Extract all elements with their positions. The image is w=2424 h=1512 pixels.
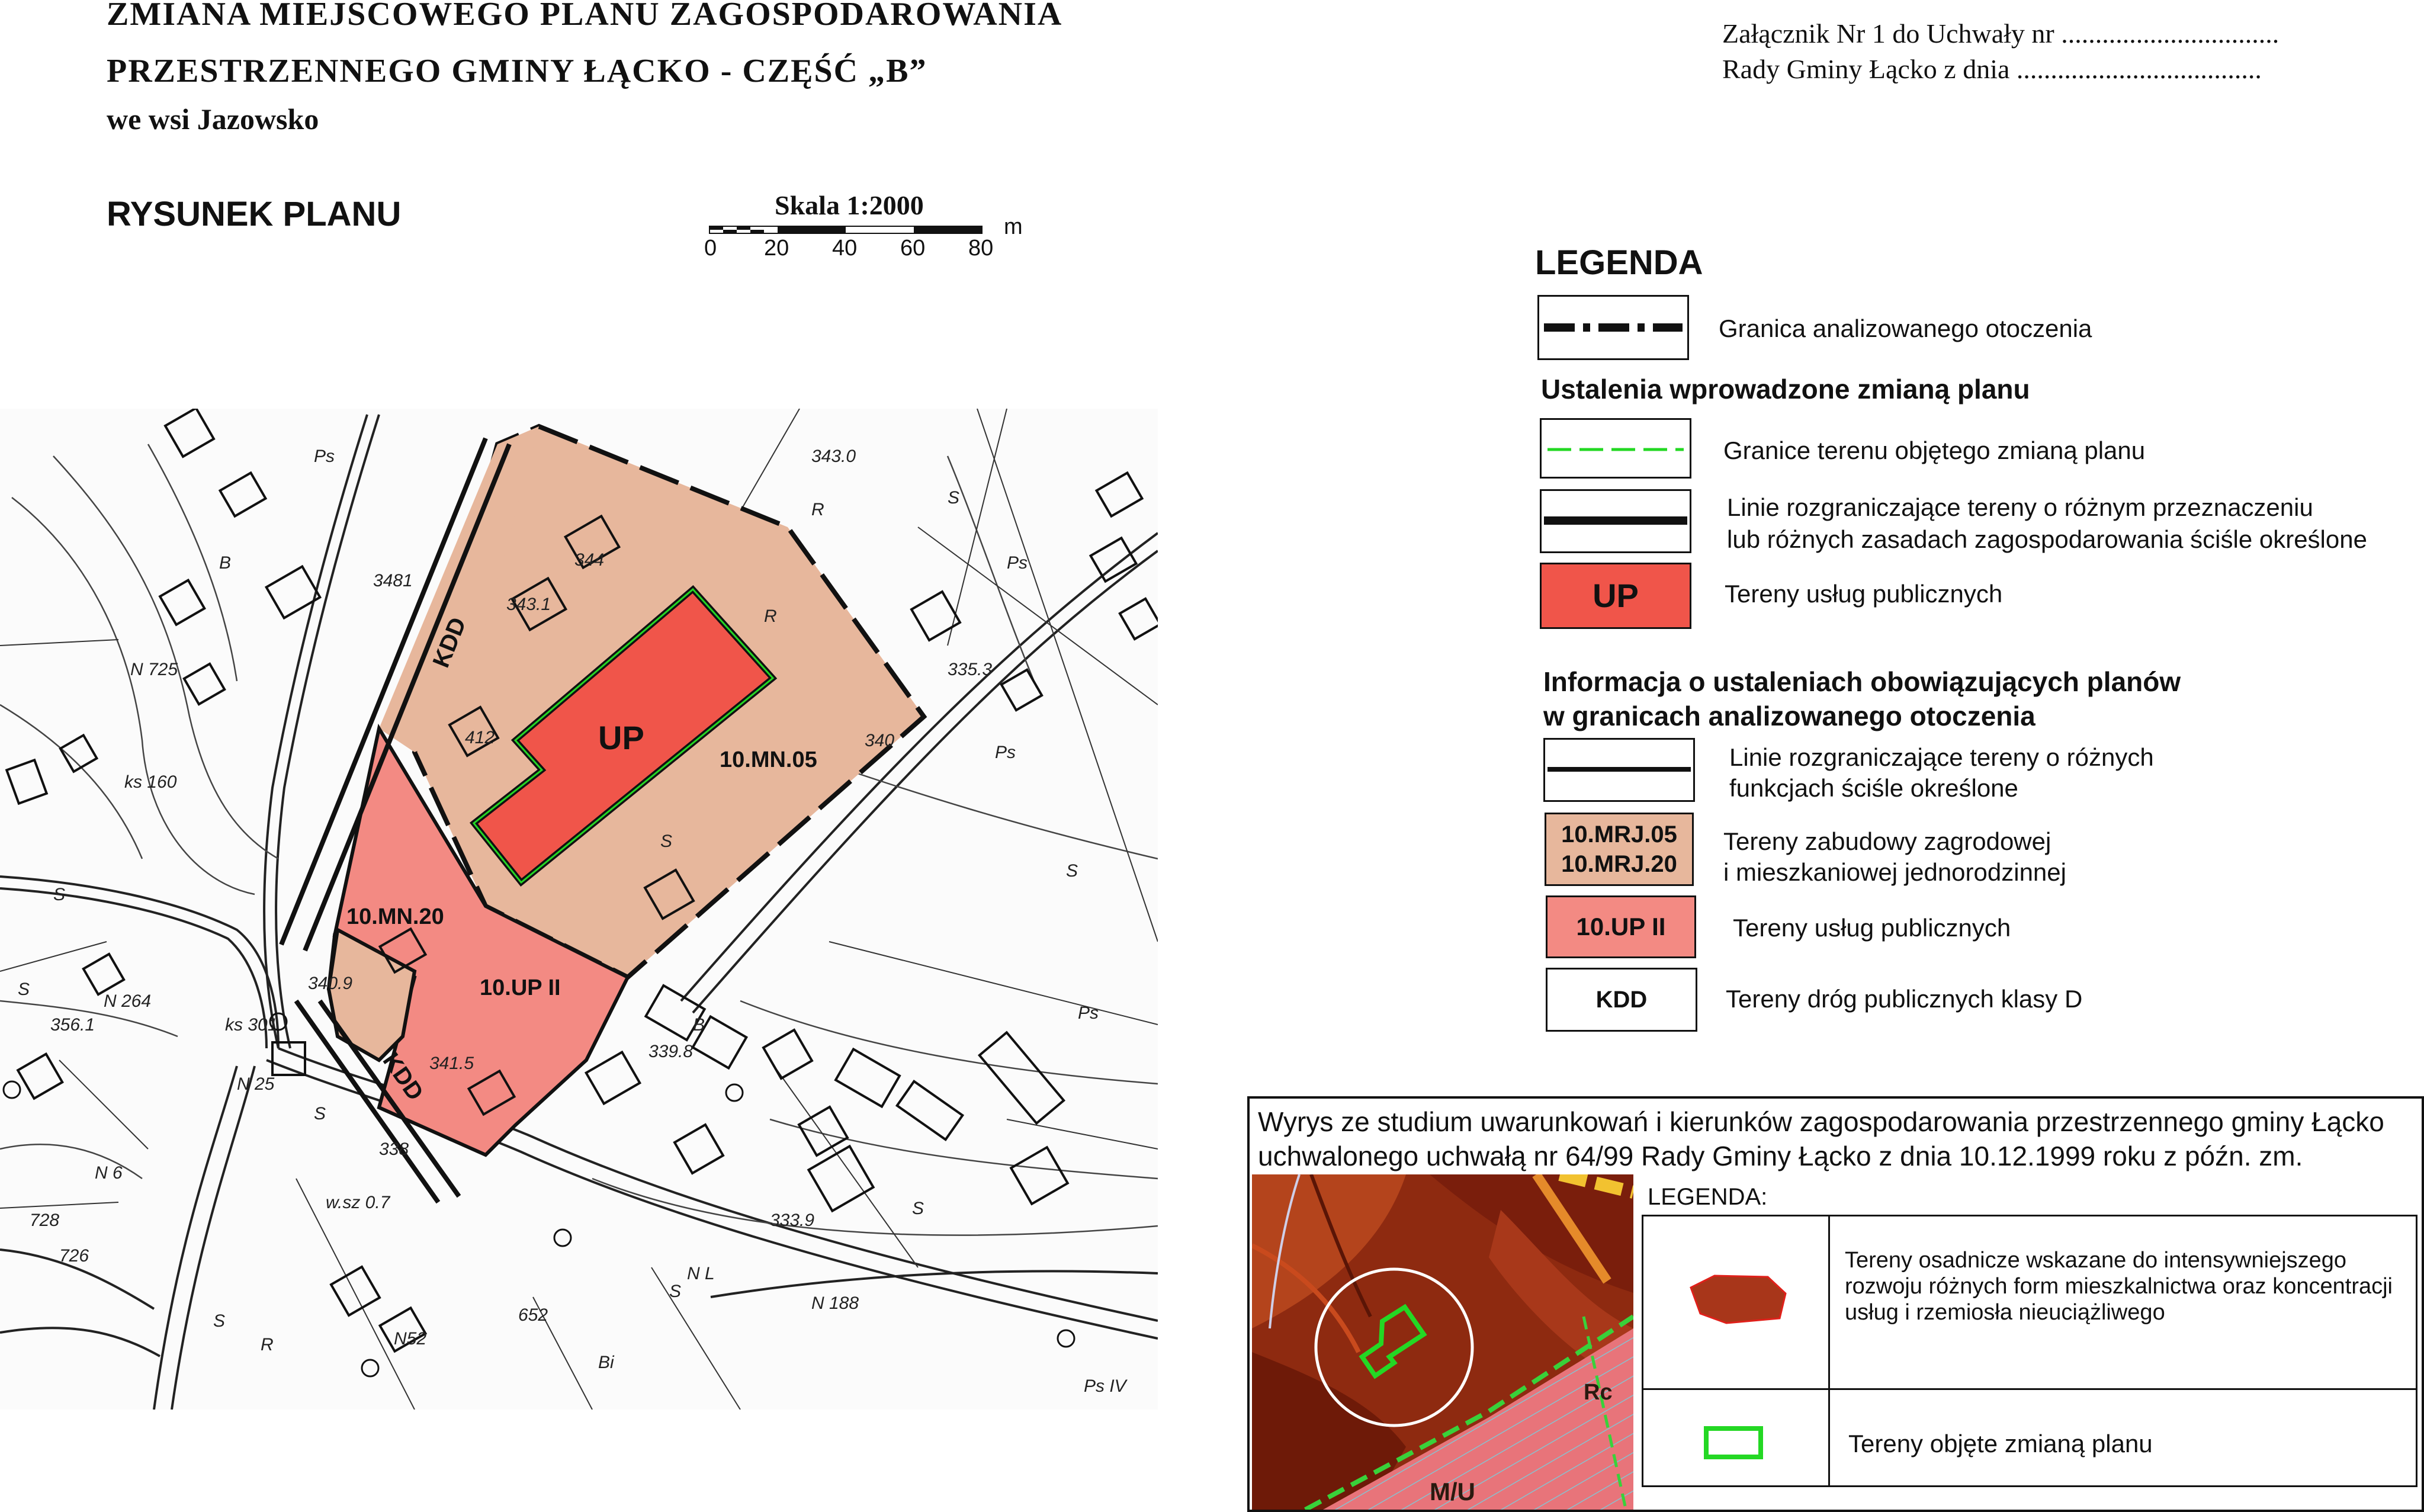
legend-heading: LEGENDA [1535, 243, 1703, 282]
svg-text:340.9: 340.9 [308, 974, 353, 993]
legend-text-existing-lines-2: funkcjach ściśle określone [1729, 774, 2018, 802]
scale-tick-0: 0 [704, 236, 717, 261]
extract-legend-change-swatch [1703, 1423, 1768, 1464]
svg-text:S: S [1066, 861, 1078, 881]
legend-section-existing-2: w granicach analizowanego otoczenia [1543, 701, 2035, 731]
svg-text:S: S [948, 488, 960, 508]
legend-symbol-mrj [1545, 813, 1694, 886]
svg-text:S: S [213, 1311, 226, 1331]
drawing-title: RYSUNEK PLANU [107, 195, 402, 233]
svg-text:N52: N52 [394, 1329, 427, 1349]
attachment-line-1: Załącznik Nr 1 do Uchwały nr ................................ [1722, 18, 2279, 49]
svg-text:Bi: Bi [598, 1353, 614, 1372]
legend-symbol-mrj-1: 10.MRJ.05 [1561, 821, 1677, 848]
svg-text:S: S [18, 980, 30, 999]
legend-text-up: Tereny usług publicznych [1725, 580, 2003, 608]
map-label-mn05: 10.MN.05 [720, 747, 817, 772]
svg-text:338: 338 [379, 1139, 409, 1159]
plan-map [0, 409, 1158, 1410]
extract-map-label-rc: Rc [1584, 1380, 1613, 1405]
svg-text:S: S [669, 1282, 682, 1301]
svg-text:343.1: 343.1 [506, 595, 551, 614]
svg-text:S: S [53, 885, 66, 904]
extract-legend-text-1b: rozwoju różnych form mieszkalnictwa oraz koncentracji [1845, 1274, 2393, 1299]
svg-text:Ps: Ps [1007, 553, 1028, 573]
svg-text:343.0: 343.0 [811, 447, 856, 466]
legend-section-changes: Ustalenia wprowadzone zmianą planu [1541, 374, 2030, 405]
map-label-up: UP [598, 719, 644, 756]
svg-text:344: 344 [574, 550, 605, 570]
extract-legend-text-1 [1845, 1247, 2393, 1325]
legend-text-dividing-lines-1: Linie rozgraniczające tereny o różnym przeznaczeniu [1727, 493, 2313, 521]
extract-caption [1258, 1105, 2384, 1173]
svg-text:340: 340 [865, 731, 895, 750]
plan-title-line-2: PRZESTRZENNEGO GMINY ŁĄCKO - CZĘŚĆ „B” [107, 53, 927, 89]
svg-text:Ps: Ps [1078, 1003, 1099, 1023]
extract-map [1252, 1174, 1633, 1510]
study-extract [1247, 1096, 2424, 1512]
extract-legend-settlement-swatch [1679, 1264, 1791, 1329]
svg-text:652: 652 [518, 1305, 548, 1325]
scale-tick-20: 20 [764, 236, 789, 261]
svg-text:339.8: 339.8 [648, 1042, 694, 1061]
extract-legend-table [1642, 1215, 2417, 1487]
svg-text:333.9: 333.9 [770, 1211, 815, 1230]
plan-title-line-1: ZMIANA MIEJSCOWEGO PLANU ZAGOSPODAROWANIA [107, 0, 1063, 33]
svg-text:S: S [314, 1104, 326, 1123]
svg-text:N 725: N 725 [130, 660, 178, 679]
legend-text-upii: Tereny usług publicznych [1733, 914, 2011, 942]
legend-text-change-boundary: Granice terenu objętego zmianą planu [1723, 436, 2146, 464]
svg-text:728: 728 [30, 1211, 60, 1230]
scale-tick-40: 40 [832, 236, 858, 261]
legend-symbol-change-boundary [1540, 418, 1691, 479]
svg-text:726: 726 [59, 1246, 89, 1266]
svg-text:S: S [912, 1199, 924, 1218]
legend-symbol-analyzed-boundary [1537, 295, 1689, 360]
legend-text-dividing-lines-2: lub różnych zasadach zagospodarowania ściśle określone [1727, 525, 2367, 553]
scale-tick-60: 60 [900, 236, 926, 261]
svg-text:ks 301: ks 301 [225, 1015, 278, 1035]
svg-text:ks 160: ks 160 [124, 772, 177, 792]
scale-unit: m [1004, 214, 1023, 239]
svg-text:356.1: 356.1 [50, 1015, 95, 1035]
svg-text:S: S [660, 832, 673, 851]
plan-subtitle: we wsi Jazowsko [107, 102, 319, 136]
svg-text:B: B [219, 553, 232, 573]
legend-symbol-upii: 10.UP II [1546, 895, 1696, 958]
legend-symbol-dividing-lines [1540, 489, 1691, 553]
svg-text:N 188: N 188 [811, 1293, 859, 1313]
legend-symbol-kdd: KDD [1546, 968, 1697, 1032]
svg-text:Ps IV: Ps IV [1084, 1376, 1126, 1396]
extract-legend-text-1a: Tereny osadnicze wskazane do intensywniejszego [1845, 1248, 2347, 1273]
scale-tick-80: 80 [968, 236, 994, 261]
attachment-line-2: Rady Gminy Łącko z dnia .................................... [1722, 54, 2262, 84]
svg-text:3481: 3481 [373, 571, 413, 590]
svg-text:N 6: N 6 [95, 1163, 123, 1183]
svg-text:R: R [764, 606, 777, 626]
map-label-kdd-top: KDD [428, 614, 471, 672]
legend-text-mrj-1: Tereny zabudowy zagrodowej [1723, 827, 2051, 855]
extract-map-label-mu: M/U [1430, 1478, 1475, 1505]
svg-text:341.5: 341.5 [429, 1054, 474, 1073]
map-label-upii: 10.UP II [480, 975, 561, 1000]
svg-text:w.sz 0.7: w.sz 0.7 [326, 1193, 390, 1212]
plan-map-drawing [0, 409, 1158, 1410]
extract-caption-line-1: Wyrys ze studium uwarunkowań i kierunków zagospodarowania przestrzennego gminy Łącko [1258, 1106, 2384, 1137]
svg-text:412: 412 [465, 728, 495, 747]
legend-text-kdd: Tereny dróg publicznych klasy D [1726, 985, 2083, 1013]
svg-text:B: B [693, 1015, 705, 1035]
legend-text-mrj-2: i mieszkaniowej jednorodzinnej [1723, 858, 2066, 886]
svg-text:335.3: 335.3 [948, 660, 993, 679]
legend-section-existing-1: Informacja o ustaleniach obowiązujących planów [1543, 666, 2181, 697]
map-label-kdd-bottom: KDD [377, 1048, 429, 1106]
svg-text:N 25: N 25 [237, 1074, 275, 1094]
svg-text:N 264: N 264 [104, 991, 152, 1011]
legend-symbol-existing-lines [1543, 738, 1695, 802]
legend-text-existing-lines-1: Linie rozgraniczające tereny o różnych [1729, 743, 2154, 771]
svg-text:R: R [261, 1335, 274, 1354]
map-label-mn20: 10.MN.20 [346, 904, 444, 929]
svg-text:Ps: Ps [314, 447, 335, 466]
legend-symbol-mrj-2: 10.MRJ.20 [1561, 851, 1677, 877]
extract-legend-title: LEGENDA: [1648, 1184, 1768, 1210]
scale-label: Skala 1:2000 [775, 190, 924, 220]
extract-caption-line-2: uchwalonego uchwałą nr 64/99 Rady Gminy Łącko z dnia 10.12.1999 roku z późn. zm. [1258, 1141, 2303, 1171]
svg-text:Ps: Ps [995, 743, 1016, 762]
extract-legend-text-2: Tereny objęte zmianą planu [1848, 1430, 2153, 1458]
legend-symbol-up: UP [1540, 563, 1691, 629]
svg-text:N L: N L [687, 1264, 715, 1283]
legend-text-analyzed-boundary: Granica analizowanego otoczenia [1719, 314, 2092, 342]
svg-text:R: R [811, 500, 824, 519]
scale-bar [699, 190, 1030, 267]
extract-legend-text-1c: usług i rzemiosła nieuciążliwego [1845, 1300, 2165, 1325]
